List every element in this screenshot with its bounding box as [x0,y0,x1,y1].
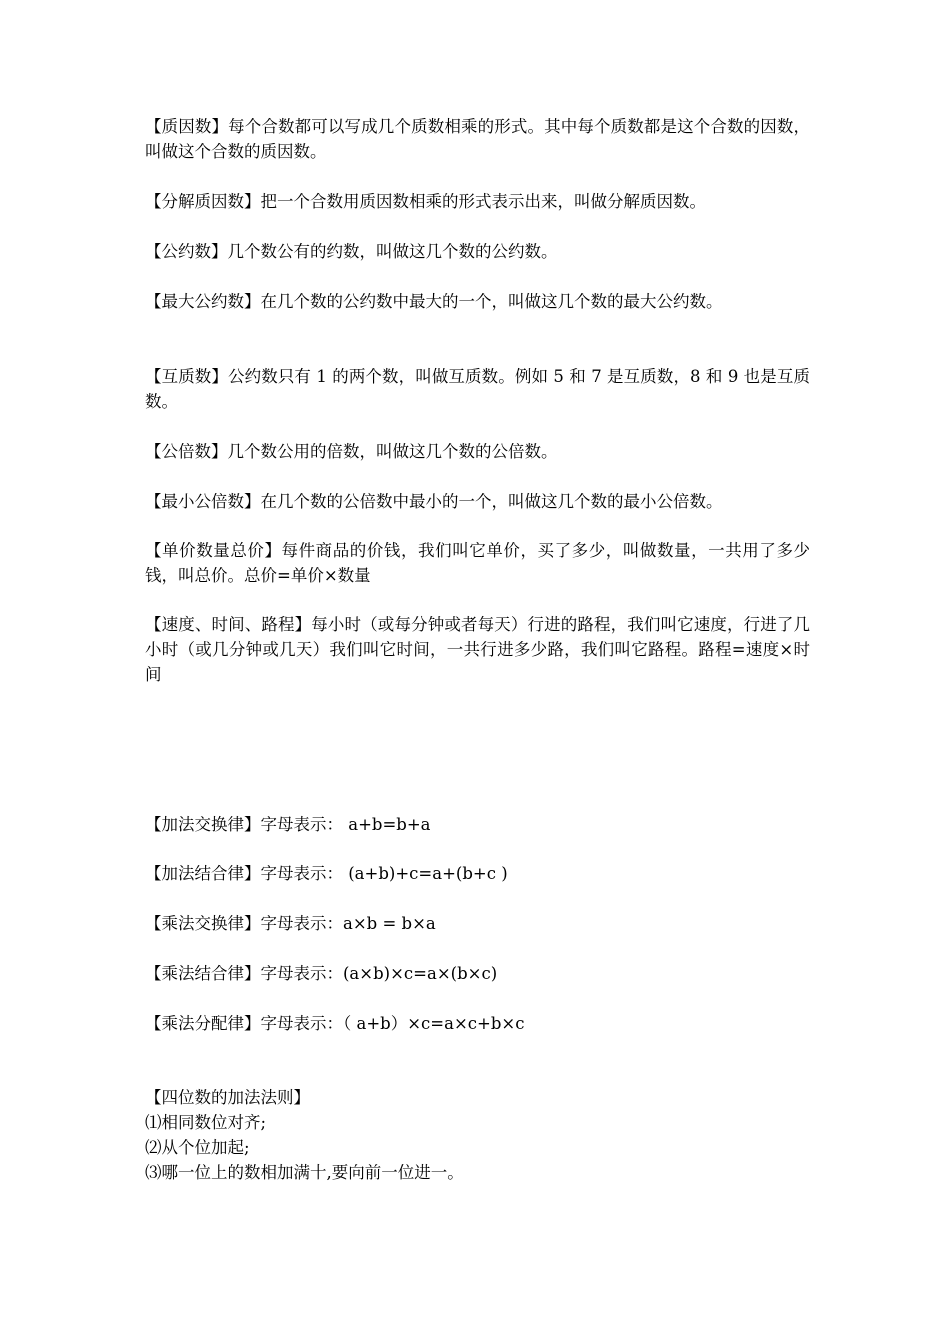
definition-term: 【公约数】 [145,242,228,261]
definition-common-divisor [145,239,810,264]
law-term: 【加法交换律】 [145,815,261,834]
definition-text: 在几个数的公约数中最大的一个，叫做这几个数的最大公约数。 [260,292,723,311]
definition-term: 【互质数】 [145,367,229,386]
definition-unit-price [145,538,810,588]
law-multiplication-commutative [145,911,810,936]
definition-text: 每个合数都可以写成几个质数相乘的形式。其中每个质数都是这个合数的因数，叫做这个合数的质因数。 [145,117,811,161]
definition-term: 【分解质因数】 [145,192,261,211]
law-text: 字母表示： (a+b)+c=a+(b+c ) [260,864,508,883]
definition-term: 【速度、时间、路程】 [145,615,312,634]
definition-term: 【公倍数】 [145,442,228,461]
rule-item: ⑵从个位加起; [145,1138,250,1157]
law-term: 【乘法结合律】 [145,964,261,983]
law-text: 字母表示：(a×b)×c=a×(b×c) [260,964,498,983]
definition-text: 公约数只有 1 的两个数，叫做互质数。例如 5 和 7 是互质数，8 和 9 也是互质数。 [145,367,810,411]
definition-prime-factorization [145,189,810,214]
definition-text: 把一个合数用质因数相乘的形式表示出来，叫做分解质因数。 [260,192,706,211]
rule-item: ⑶哪一位上的数相加满十,要向前一位进一。 [145,1163,464,1182]
definition-term: 【最小公倍数】 [145,492,261,511]
law-term: 【乘法分配律】 [145,1014,261,1033]
definition-coprime [145,364,810,414]
law-addition-associative [145,861,810,886]
law-multiplication-associative [145,961,810,986]
definition-speed-time-distance [145,612,810,687]
definition-term: 【最大公约数】 [145,292,261,311]
law-term: 【加法结合律】 [145,864,261,883]
law-addition-commutative [145,812,810,837]
rules-title: 【四位数的加法法则】 [145,1088,310,1107]
definition-text: 每小时（或每分钟或者每天）行进的路程，我们叫它速度，行进了几小时（或几分钟或几天）我们叫它时间，一共行进多少路，我们叫它路程。路程=速度×时间 [145,615,811,684]
definition-gcd [145,289,810,314]
definition-text: 每件商品的价钱，我们叫它单价，买了多少，叫做数量，一共用了多少钱，叫总价。总价=单价×数量 [145,541,811,585]
law-text: 字母表示：（ a+b）×c=a×c+b×c [260,1014,525,1033]
definition-common-multiple [145,439,810,464]
law-term: 【乘法交换律】 [145,914,261,933]
definition-prime-factor [145,114,810,164]
law-multiplication-distributive [145,1011,810,1036]
law-text: 字母表示： a+b=b+a [260,815,431,834]
definition-text: 几个数公用的倍数，叫做这几个数的公倍数。 [227,442,558,461]
definition-lcm [145,489,810,514]
definition-text: 在几个数的公倍数中最小的一个，叫做这几个数的最小公倍数。 [260,492,723,511]
definition-term: 【单价数量总价】 [145,541,282,560]
law-text: 字母表示：a×b = b×a [260,914,436,933]
definition-text: 几个数公有的约数，叫做这几个数的公约数。 [227,242,558,261]
definition-term: 【质因数】 [145,117,229,136]
rule-item: ⑴相同数位对齐; [145,1113,267,1132]
